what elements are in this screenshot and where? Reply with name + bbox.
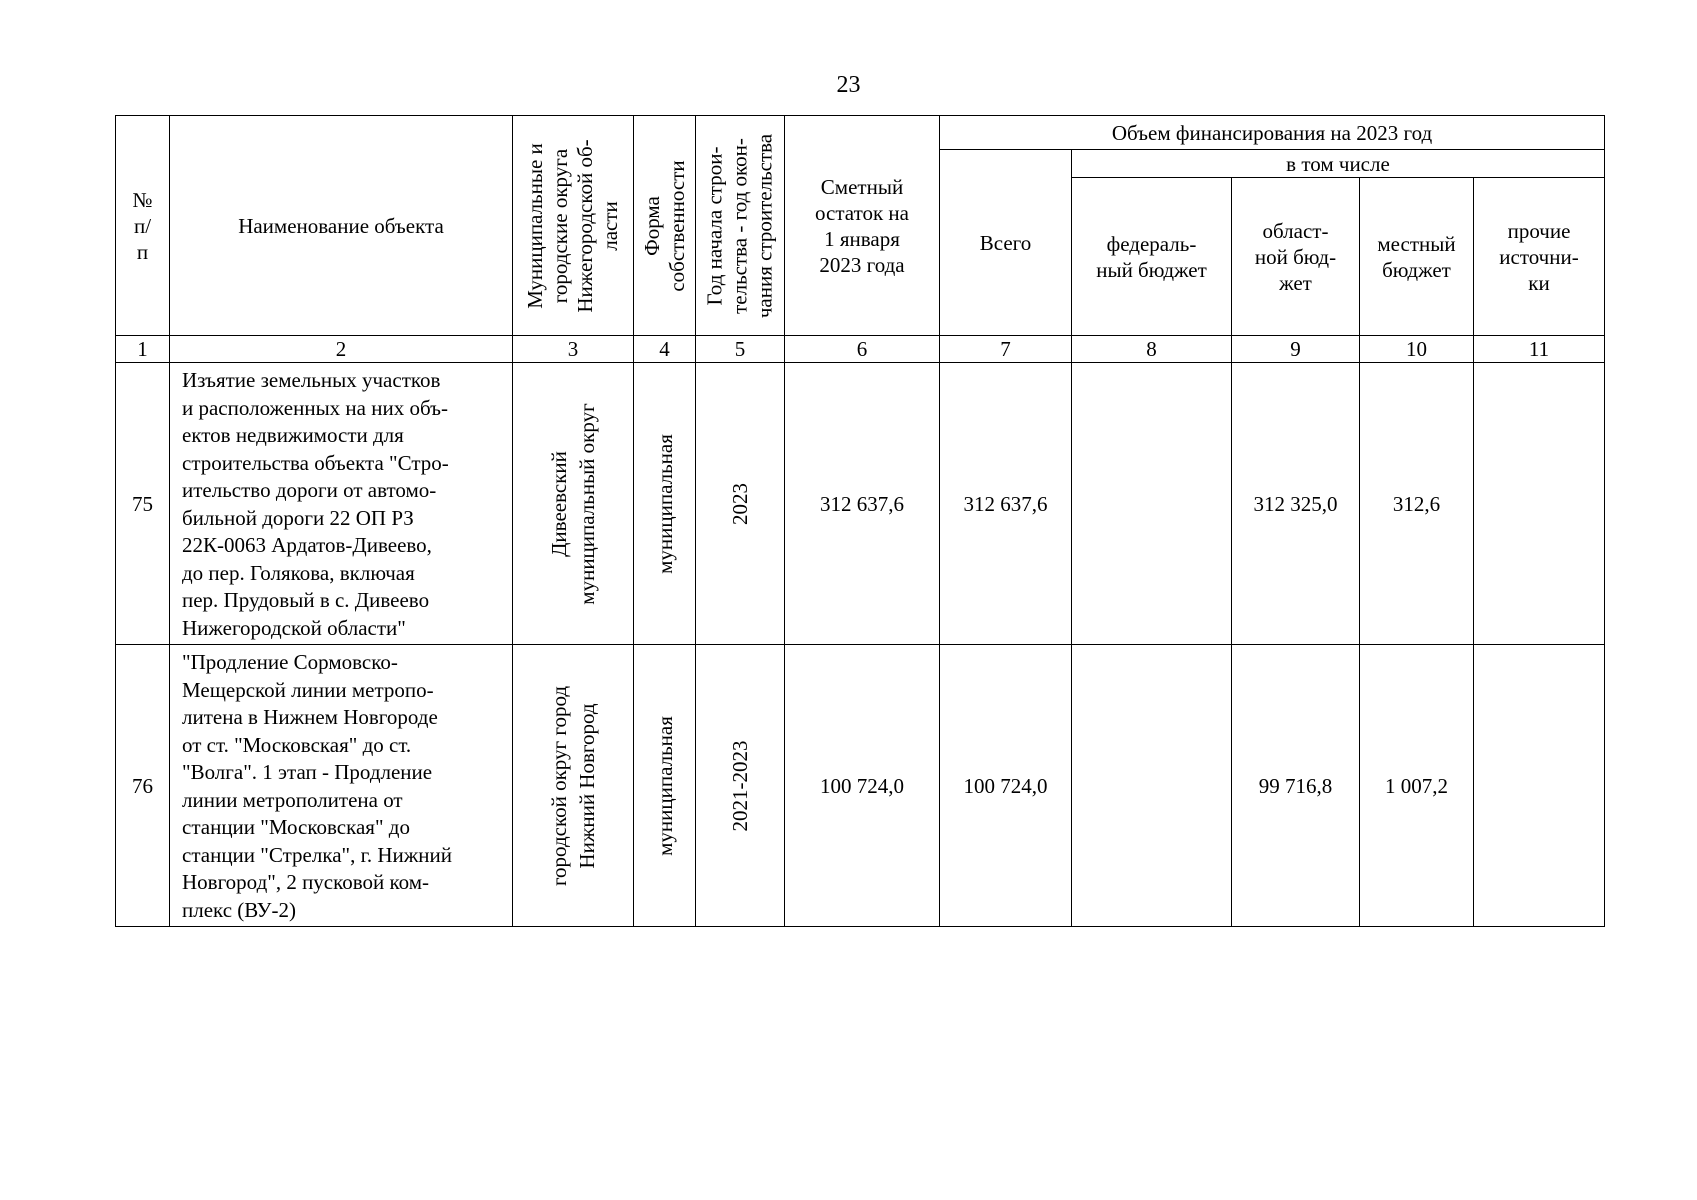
header-col-municipal: Муниципальные и городские округа Нижегородской об- ласти <box>513 116 634 336</box>
estimated-balance: 100 724,0 <box>785 645 940 927</box>
header-col-local: местный бюджет <box>1360 178 1474 336</box>
local-budget: 312,6 <box>1360 363 1474 645</box>
column-number: 4 <box>634 336 696 363</box>
construction-years: 2021-2023 <box>696 645 785 927</box>
funding-table <box>115 115 1605 927</box>
page-number: 23 <box>836 72 861 98</box>
object-name: "Продление Сормовско- Мещерской линии метропо- литена в Нижнем Новгороде от ст. "Московская" до ст. "Волга". 1 этап - Продление линии метрополитена от станции "Московская" до станции "Стрелка", г. Нижний Новгород", 2 пусковой ком- плекс (ВУ-2) <box>170 645 513 927</box>
header-col-regional: област- ной бюд- жет <box>1232 178 1360 336</box>
column-number: 2 <box>170 336 513 363</box>
header-col-total: Всего <box>940 150 1072 336</box>
other-sources <box>1474 363 1605 645</box>
header-funding-group: Объем финансирования на 2023 год <box>940 116 1605 150</box>
column-number: 1 <box>116 336 170 363</box>
header-col-ownership: Форма собственности <box>634 116 696 336</box>
federal-budget <box>1072 645 1232 927</box>
municipal-district: Дивеевский муниципальный округ <box>513 363 634 645</box>
table-row <box>116 645 1605 927</box>
funding-total: 100 724,0 <box>940 645 1072 927</box>
column-number: 10 <box>1360 336 1474 363</box>
other-sources <box>1474 645 1605 927</box>
regional-budget: 99 716,8 <box>1232 645 1360 927</box>
estimated-balance: 312 637,6 <box>785 363 940 645</box>
column-number: 9 <box>1232 336 1360 363</box>
column-number: 3 <box>513 336 634 363</box>
ownership-form: муниципальная <box>634 645 696 927</box>
header-col-balance: Сметный остаток на 1 января 2023 года <box>785 116 940 336</box>
header-col-number: № п/ п <box>116 116 170 336</box>
federal-budget <box>1072 363 1232 645</box>
funding-total: 312 637,6 <box>940 363 1072 645</box>
header-col-other: прочие источни- ки <box>1474 178 1605 336</box>
header-col-years: Год начала строи- тельства - год окон- чания строительства <box>696 116 785 336</box>
column-number-row <box>116 336 1605 363</box>
header-col-federal: федераль- ный бюджет <box>1072 178 1232 336</box>
column-number: 7 <box>940 336 1072 363</box>
column-number: 6 <box>785 336 940 363</box>
header-col-name: Наименование объекта <box>170 116 513 336</box>
table-row <box>116 363 1605 645</box>
regional-budget: 312 325,0 <box>1232 363 1360 645</box>
header-including: в том числе <box>1072 150 1605 178</box>
column-number: 5 <box>696 336 785 363</box>
object-name: Изъятие земельных участков и расположенных на них объ- ектов недвижимости для строительства объекта "Стро- ительство дороги от автомо- бильной дороги 22 ОП РЗ 22К-0063 Ардатов-Дивеево, до пер. Голякова, включая пер. Прудовый в с. Дивеево Нижегородской области" <box>170 363 513 645</box>
row-number: 75 <box>116 363 170 645</box>
column-number: 8 <box>1072 336 1232 363</box>
municipal-district: городской округ город Нижний Новгород <box>513 645 634 927</box>
ownership-form: муниципальная <box>634 363 696 645</box>
construction-years: 2023 <box>696 363 785 645</box>
local-budget: 1 007,2 <box>1360 645 1474 927</box>
column-number: 11 <box>1474 336 1605 363</box>
row-number: 76 <box>116 645 170 927</box>
